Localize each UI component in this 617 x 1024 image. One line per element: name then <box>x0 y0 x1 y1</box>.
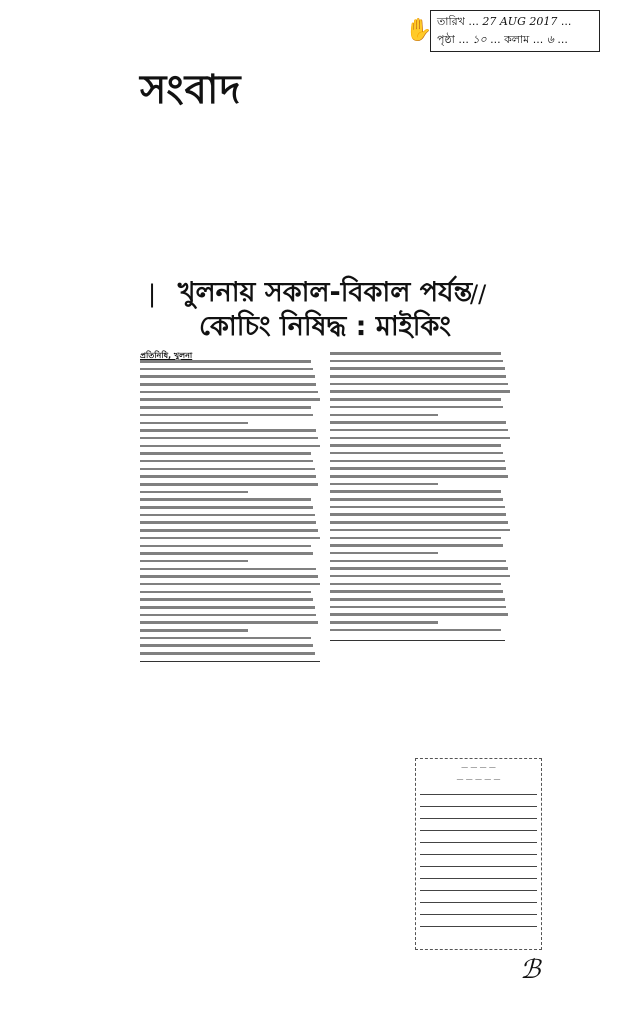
filing-stamp-row <box>420 855 537 867</box>
text-line <box>330 437 510 440</box>
left-bracket-mark: | <box>148 280 157 308</box>
filing-stamp-row <box>420 783 537 795</box>
text-line <box>140 514 315 517</box>
text-line <box>140 644 313 647</box>
filing-stamp-row <box>420 831 537 843</box>
text-line <box>140 468 315 471</box>
text-line <box>330 375 506 378</box>
text-line <box>330 560 506 563</box>
text-line <box>140 422 248 425</box>
text-line <box>140 368 313 371</box>
filing-stamp-row <box>420 843 537 855</box>
filing-stamp-row <box>420 819 537 831</box>
right-bracket-mark: // <box>470 280 487 308</box>
text-line <box>330 567 508 570</box>
text-line <box>330 352 501 355</box>
text-line <box>330 383 508 386</box>
text-line <box>140 545 311 548</box>
text-line <box>330 444 501 447</box>
text-line <box>330 552 438 555</box>
text-line <box>140 529 318 532</box>
filing-stamp-row <box>420 795 537 807</box>
article-headline <box>150 276 500 344</box>
text-line <box>140 491 248 494</box>
filing-stamp-row <box>420 867 537 879</box>
text-line <box>140 521 316 524</box>
text-line <box>330 613 508 616</box>
text-line <box>330 452 503 455</box>
text-line <box>140 498 311 501</box>
text-line <box>140 506 313 509</box>
text-line <box>330 606 506 609</box>
filing-stamp-row <box>420 915 537 927</box>
column-value: ৬ <box>546 33 554 46</box>
text-line <box>140 460 313 463</box>
text-line <box>140 606 315 609</box>
text-line <box>330 475 508 478</box>
text-line <box>140 637 311 640</box>
filing-stamp-subheader: — — — — — <box>456 775 501 783</box>
text-line <box>140 537 320 540</box>
text-line <box>330 398 501 401</box>
filing-stamp-header: — — — — <box>461 763 496 771</box>
headline-line-2: কোচিং নিষিদ্ধ : মাইকিং <box>199 311 451 342</box>
text-line <box>140 475 316 478</box>
text-line <box>330 483 438 486</box>
article-column-right <box>330 352 510 636</box>
text-line <box>330 544 503 547</box>
text-line <box>330 506 505 509</box>
text-line <box>330 590 503 593</box>
filing-stamp-row <box>420 891 537 903</box>
handwritten-signature: ℬ <box>520 955 541 985</box>
newspaper-masthead: সংবাদ <box>140 67 242 113</box>
column-label: কলাম <box>504 33 530 46</box>
text-line <box>140 383 316 386</box>
text-line <box>140 398 320 401</box>
text-line <box>140 560 248 563</box>
text-line <box>140 629 248 632</box>
text-line <box>330 583 501 586</box>
text-line <box>330 360 503 363</box>
date-value: 27 AUG 2017 <box>482 15 558 28</box>
text-line <box>330 513 506 516</box>
text-line <box>330 490 501 493</box>
text-line <box>330 498 503 501</box>
date-label: তারিখ <box>437 15 465 28</box>
text-line <box>140 360 311 363</box>
filing-stamp-row <box>420 903 537 915</box>
text-line <box>330 421 506 424</box>
article-column-left <box>140 360 320 660</box>
filing-stamp-row <box>420 807 537 819</box>
text-line <box>330 537 501 540</box>
text-line <box>140 591 311 594</box>
column-end-rule <box>140 661 320 662</box>
text-line <box>140 437 318 440</box>
text-line <box>330 598 505 601</box>
text-line <box>140 483 318 486</box>
column-end-rule <box>330 640 505 641</box>
text-line <box>330 406 503 409</box>
text-line <box>330 467 506 470</box>
text-line <box>330 521 508 524</box>
text-line <box>140 406 311 409</box>
text-line <box>330 575 510 578</box>
text-line <box>330 390 510 393</box>
headline-line-1: খুলনায় সকাল-বিকাল পর্যন্ত <box>177 277 473 308</box>
text-line <box>140 452 311 455</box>
text-line <box>330 460 505 463</box>
text-line <box>140 445 320 448</box>
article-byline: প্রতিনিধি, খুলনা <box>140 351 193 360</box>
text-line <box>330 414 438 417</box>
text-line <box>140 575 318 578</box>
clipping-date-stamp: তারিখ ... 27 AUG 2017 ... পৃষ্ঠা ... ১০ ... কলাম ... ৬ ... <box>430 10 600 52</box>
text-line <box>330 367 505 370</box>
text-line <box>140 375 315 378</box>
text-line <box>330 621 438 624</box>
page-label: পৃষ্ঠা <box>437 33 455 46</box>
text-line <box>140 652 315 655</box>
text-line <box>140 568 316 571</box>
text-line <box>330 529 510 532</box>
hand-stamp-icon: ✋ <box>405 18 433 43</box>
text-line <box>330 429 508 432</box>
text-line <box>330 629 501 632</box>
text-line <box>140 414 313 417</box>
text-line <box>140 621 318 624</box>
text-line <box>140 598 313 601</box>
filing-stamp-box <box>415 758 542 950</box>
text-line <box>140 614 316 617</box>
text-line <box>140 429 316 432</box>
text-line <box>140 583 320 586</box>
page-value: ১০ <box>472 33 487 46</box>
text-line <box>140 552 313 555</box>
filing-stamp-row <box>420 879 537 891</box>
text-line <box>140 391 318 394</box>
